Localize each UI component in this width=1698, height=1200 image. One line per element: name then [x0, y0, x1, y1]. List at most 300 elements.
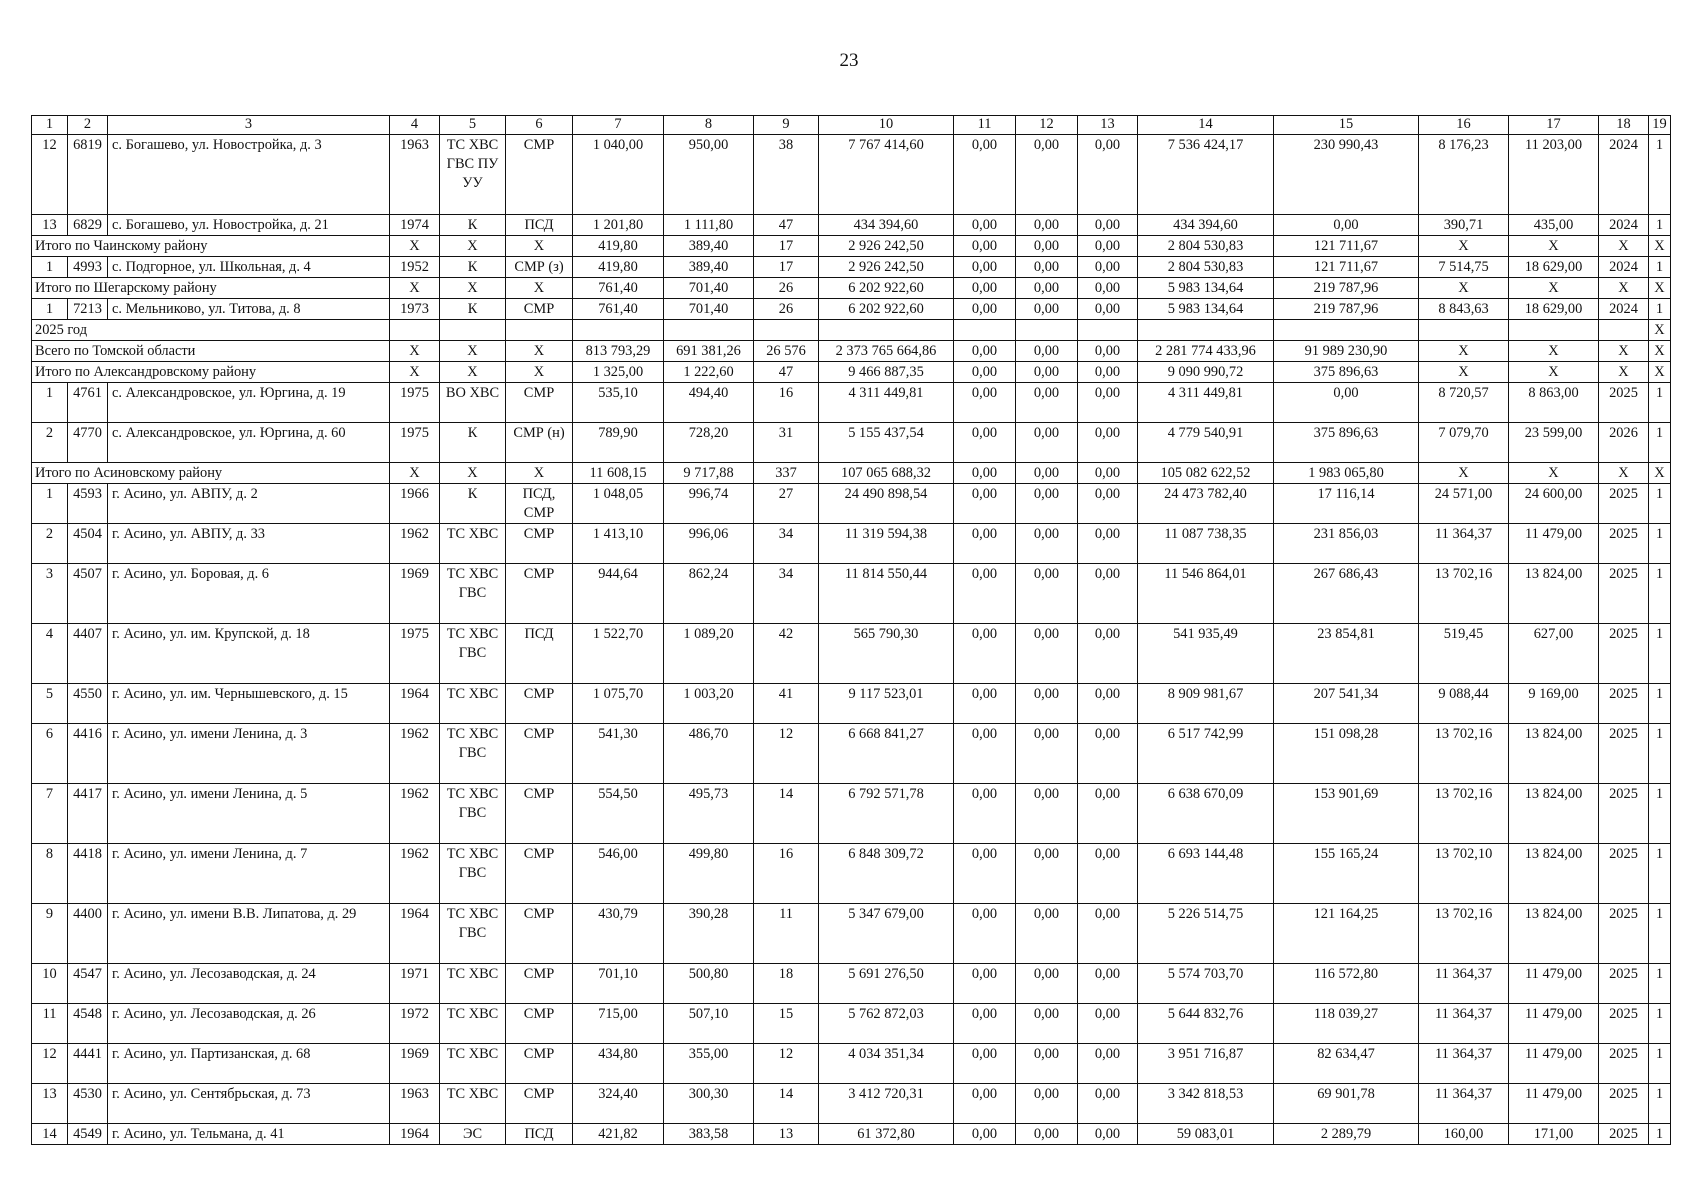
table-cell: 3 412 720,31 [819, 1084, 954, 1124]
table-row [32, 1004, 1671, 1044]
table-cell: 0,00 [1016, 844, 1078, 904]
table-cell: 862,24 [664, 564, 754, 624]
table-cell: 0,00 [1078, 423, 1138, 463]
table-cell: Х [506, 362, 573, 383]
table-row [32, 844, 1671, 904]
capital-repair-table [31, 115, 1671, 1145]
table-cell: 6 848 309,72 [819, 844, 954, 904]
table-cell: 0,00 [1016, 257, 1078, 278]
table-cell: 4507 [68, 564, 108, 624]
table-cell: 500,80 [664, 964, 754, 1004]
table-row [32, 724, 1671, 784]
table-cell: 1 111,80 [664, 215, 754, 236]
summary-row [32, 362, 1671, 383]
table-cell: 15 [754, 1004, 819, 1044]
table-cell: 0,00 [954, 684, 1016, 724]
table-cell: 4417 [68, 784, 108, 844]
summary-label-cell: Итого по Чаинскому району [32, 236, 390, 257]
address-cell: с. Богашево, ул. Новостройка, д. 21 [108, 215, 390, 236]
table-cell: 8 720,57 [1419, 383, 1509, 423]
table-cell: 0,00 [1078, 1044, 1138, 1084]
table-cell: 13 702,16 [1419, 564, 1509, 624]
table-cell: 6829 [68, 215, 108, 236]
column-number-cell: 11 [954, 116, 1016, 135]
table-cell: 5 226 514,75 [1138, 904, 1274, 964]
table-cell: 9 117 523,01 [819, 684, 954, 724]
table-cell: 0,00 [1016, 1084, 1078, 1124]
table-cell: 4993 [68, 257, 108, 278]
table-cell: 2 926 242,50 [819, 257, 954, 278]
table-cell: 3 951 716,87 [1138, 1044, 1274, 1084]
table-cell: 0,00 [1016, 278, 1078, 299]
table-cell: 12 [754, 1044, 819, 1084]
table-cell: 267 686,43 [1274, 564, 1419, 624]
table-cell: 4 779 540,91 [1138, 423, 1274, 463]
table-cell: 4550 [68, 684, 108, 724]
table-cell: 0,00 [1016, 1124, 1078, 1145]
table-cell: 701,40 [664, 278, 754, 299]
table-cell: 1 522,70 [573, 624, 664, 684]
table-cell: 0,00 [1078, 1004, 1138, 1044]
table-cell: 231 856,03 [1274, 524, 1419, 564]
table-row [32, 1084, 1671, 1124]
table-cell: 2025 [1599, 484, 1649, 524]
table-cell: 0,00 [954, 257, 1016, 278]
table-cell: 715,00 [573, 1004, 664, 1044]
table-cell: 1 325,00 [573, 362, 664, 383]
table-cell [1509, 320, 1599, 341]
table-cell: 82 634,47 [1274, 1044, 1419, 1084]
table-cell: 11 [32, 1004, 68, 1044]
table-row [32, 524, 1671, 564]
table-cell: 5 [32, 684, 68, 724]
table-cell: СМР [506, 724, 573, 784]
table-cell: 5 983 134,64 [1138, 299, 1274, 320]
table-cell: 16 [754, 844, 819, 904]
table-cell: 0,00 [1078, 1124, 1138, 1145]
table-cell: 13 [32, 1084, 68, 1124]
column-number-cell: 13 [1078, 116, 1138, 135]
table-cell: 11 364,37 [1419, 1004, 1509, 1044]
table-cell: Х [440, 362, 506, 383]
summary-row [32, 320, 1671, 341]
table-cell: 5 983 134,64 [1138, 278, 1274, 299]
table-cell: Х [390, 236, 440, 257]
table-cell: 4770 [68, 423, 108, 463]
table-cell: 0,00 [954, 784, 1016, 844]
address-cell: с. Александровское, ул. Юргина, д. 19 [108, 383, 390, 423]
table-cell: 0,00 [954, 1124, 1016, 1145]
table-cell: Х [1599, 278, 1649, 299]
table-cell: ТС ХВС ГВС [440, 564, 506, 624]
table-cell: 389,40 [664, 236, 754, 257]
table-cell: 950,00 [664, 135, 754, 215]
table-cell: 13 702,10 [1419, 844, 1509, 904]
table-cell: 2 804 530,83 [1138, 236, 1274, 257]
table-cell: 494,40 [664, 383, 754, 423]
table-cell: ЭС [440, 1124, 506, 1145]
column-number-cell: 18 [1599, 116, 1649, 135]
table-cell: 4 [32, 624, 68, 684]
table-cell: 4441 [68, 1044, 108, 1084]
table-cell: 2 [32, 423, 68, 463]
table-cell: 42 [754, 624, 819, 684]
table-cell: 4 311 449,81 [1138, 383, 1274, 423]
table-cell: 13 702,16 [1419, 784, 1509, 844]
table-cell: Х [1509, 463, 1599, 484]
table-cell: 0,00 [1078, 236, 1138, 257]
table-cell: 11 203,00 [1509, 135, 1599, 215]
table-cell: 2 804 530,83 [1138, 257, 1274, 278]
column-number-cell: 9 [754, 116, 819, 135]
table-cell: 4548 [68, 1004, 108, 1044]
table-cell: 2025 [1599, 964, 1649, 1004]
table-cell: 171,00 [1509, 1124, 1599, 1145]
table-cell: 24 490 898,54 [819, 484, 954, 524]
table-cell: 11 087 738,35 [1138, 524, 1274, 564]
table-cell: 0,00 [954, 383, 1016, 423]
table-cell: 11 319 594,38 [819, 524, 954, 564]
table-cell: Х [1649, 236, 1671, 257]
table-cell: 519,45 [1419, 624, 1509, 684]
table-cell: 2025 [1599, 564, 1649, 624]
table-row [32, 1044, 1671, 1084]
table-cell: 61 372,80 [819, 1124, 954, 1145]
table-cell: Х [1599, 236, 1649, 257]
table-cell: 1 201,80 [573, 215, 664, 236]
table-cell: 1 040,00 [573, 135, 664, 215]
table-cell: 13 824,00 [1509, 844, 1599, 904]
table-cell: 17 [754, 236, 819, 257]
table-cell: 1 [32, 484, 68, 524]
table-cell: 11 814 550,44 [819, 564, 954, 624]
table-cell: 0,00 [1016, 524, 1078, 564]
table-cell: 2024 [1599, 299, 1649, 320]
table-row [32, 299, 1671, 320]
table-row [32, 383, 1671, 423]
table-row [32, 1124, 1671, 1145]
table-cell: Х [1599, 362, 1649, 383]
table-cell: 0,00 [1078, 1084, 1138, 1124]
table-cell: 23 599,00 [1509, 423, 1599, 463]
table-cell: 507,10 [664, 1004, 754, 1044]
table-cell [440, 320, 506, 341]
table-cell: 1 [1649, 1124, 1671, 1145]
table-cell: 1 [32, 257, 68, 278]
table-cell: 5 762 872,03 [819, 1004, 954, 1044]
table-cell: 7 767 414,60 [819, 135, 954, 215]
table-cell: 6 638 670,09 [1138, 784, 1274, 844]
table-cell: 219 787,96 [1274, 299, 1419, 320]
table-cell: 1 [1649, 684, 1671, 724]
table-cell [664, 320, 754, 341]
table-cell: 12 [754, 724, 819, 784]
table-cell: 2026 [1599, 423, 1649, 463]
column-number-cell: 10 [819, 116, 954, 135]
table-cell: 0,00 [954, 1044, 1016, 1084]
table-cell: Х [506, 236, 573, 257]
table-cell: 0,00 [1016, 624, 1078, 684]
table-cell: 5 347 679,00 [819, 904, 954, 964]
table-cell: 0,00 [1016, 724, 1078, 784]
table-cell [573, 320, 664, 341]
table-cell: 121 711,67 [1274, 236, 1419, 257]
table-cell: 0,00 [1078, 278, 1138, 299]
table-cell: 1 413,10 [573, 524, 664, 564]
table-cell: 1 222,60 [664, 362, 754, 383]
table-cell: 24 473 782,40 [1138, 484, 1274, 524]
table-cell: 0,00 [1078, 463, 1138, 484]
table-cell: Х [1419, 341, 1509, 362]
table-cell: 0,00 [1016, 1004, 1078, 1044]
table-cell: 1 [1649, 1044, 1671, 1084]
address-cell: г. Асино, ул. Лесозаводская, д. 24 [108, 964, 390, 1004]
table-cell: 4504 [68, 524, 108, 564]
table-cell: Х [390, 362, 440, 383]
table-cell: 0,00 [1016, 784, 1078, 844]
table-cell: 69 901,78 [1274, 1084, 1419, 1124]
table-cell: 11 479,00 [1509, 1004, 1599, 1044]
table-cell: 389,40 [664, 257, 754, 278]
table-cell: 1 [1649, 904, 1671, 964]
table-cell: 1973 [390, 299, 440, 320]
table-cell: 0,00 [954, 299, 1016, 320]
table-cell: 0,00 [1016, 362, 1078, 383]
table-cell: 1964 [390, 684, 440, 724]
table-cell: СМР (з) [506, 257, 573, 278]
table-cell: 0,00 [954, 964, 1016, 1004]
table-cell: 116 572,80 [1274, 964, 1419, 1004]
column-number-cell: 8 [664, 116, 754, 135]
table-cell: 1 [1649, 844, 1671, 904]
table-row [32, 135, 1671, 215]
address-cell: г. Асино, ул. имени Ленина, д. 3 [108, 724, 390, 784]
table-cell: 0,00 [1078, 299, 1138, 320]
table-cell: Х [1509, 362, 1599, 383]
table-cell: 24 571,00 [1419, 484, 1509, 524]
table-cell: 2 289,79 [1274, 1124, 1419, 1145]
table-cell: 11 479,00 [1509, 524, 1599, 564]
table-cell: 34 [754, 564, 819, 624]
table-cell: Х [1509, 341, 1599, 362]
table-cell: 1975 [390, 383, 440, 423]
column-number-cell: 7 [573, 116, 664, 135]
table-cell: СМР [506, 964, 573, 1004]
table-cell: 31 [754, 423, 819, 463]
table-cell: 565 790,30 [819, 624, 954, 684]
page-number: 23 [839, 50, 859, 71]
table-cell: 13 [32, 215, 68, 236]
address-cell: г. Асино, ул. имени В.В. Липатова, д. 29 [108, 904, 390, 964]
table-cell: Х [440, 236, 506, 257]
table-cell: 7 [32, 784, 68, 844]
table-cell: 383,58 [664, 1124, 754, 1145]
address-cell: г. Асино, ул. имени Ленина, д. 7 [108, 844, 390, 904]
table-cell [1078, 320, 1138, 341]
table-cell: 2025 [1599, 1084, 1649, 1124]
table-cell: 16 [754, 383, 819, 423]
table-cell: 390,28 [664, 904, 754, 964]
table-cell: СМР [506, 524, 573, 564]
summary-label-cell: Итого по Александровскому району [32, 362, 390, 383]
table-cell: СМР [506, 383, 573, 423]
table-cell: СМР [506, 135, 573, 215]
table-cell: 813 793,29 [573, 341, 664, 362]
table-cell: 0,00 [954, 278, 1016, 299]
address-cell: с. Мельниково, ул. Титова, д. 8 [108, 299, 390, 320]
table-cell: 0,00 [1016, 383, 1078, 423]
column-number-cell: 6 [506, 116, 573, 135]
table-cell: СМР [506, 1004, 573, 1044]
table-cell: 4407 [68, 624, 108, 684]
table-cell: ТС ХВС [440, 1004, 506, 1044]
table-row [32, 423, 1671, 463]
table-cell: 121 711,67 [1274, 257, 1419, 278]
table-cell: 13 702,16 [1419, 904, 1509, 964]
table-cell [1419, 320, 1509, 341]
table-cell: 7 079,70 [1419, 423, 1509, 463]
table-cell: 26 576 [754, 341, 819, 362]
table-cell: СМР [506, 299, 573, 320]
table-cell: 153 901,69 [1274, 784, 1419, 844]
table-cell: 1 983 065,80 [1274, 463, 1419, 484]
table-cell: 1 [1649, 383, 1671, 423]
table-cell: 0,00 [1016, 463, 1078, 484]
table-cell: 1 [1649, 564, 1671, 624]
table-cell: 2025 [1599, 1004, 1649, 1044]
table-cell: 1 [1649, 299, 1671, 320]
table-cell: 2025 [1599, 844, 1649, 904]
table-cell: 1 [1649, 624, 1671, 684]
table-cell: 219 787,96 [1274, 278, 1419, 299]
table-cell: 9 717,88 [664, 463, 754, 484]
table-cell: 1 [1649, 484, 1671, 524]
table-cell: 2025 [1599, 1124, 1649, 1145]
table-cell: 18 629,00 [1509, 257, 1599, 278]
table-cell: 4761 [68, 383, 108, 423]
table-cell: 2025 [1599, 383, 1649, 423]
table-cell: 2025 [1599, 684, 1649, 724]
table-cell: 0,00 [954, 463, 1016, 484]
table-cell: Х [440, 278, 506, 299]
table-cell: Х [1419, 278, 1509, 299]
table-cell: Х [506, 278, 573, 299]
table-cell: 26 [754, 278, 819, 299]
table-cell: 160,00 [1419, 1124, 1509, 1145]
table-cell: 0,00 [954, 484, 1016, 524]
column-number-cell: 14 [1138, 116, 1274, 135]
table-cell: 8 176,23 [1419, 135, 1509, 215]
address-cell: г. Асино, ул. АВПУ, д. 2 [108, 484, 390, 524]
table-cell: Х [1509, 236, 1599, 257]
table-row [32, 257, 1671, 278]
address-cell: г. Асино, ул. имени Ленина, д. 5 [108, 784, 390, 844]
column-number-cell: 5 [440, 116, 506, 135]
table-cell: 2024 [1599, 135, 1649, 215]
table-cell: 26 [754, 299, 819, 320]
table-cell: Х [1649, 341, 1671, 362]
table-cell: 944,64 [573, 564, 664, 624]
table-cell: 1962 [390, 524, 440, 564]
table-cell: 4530 [68, 1084, 108, 1124]
table-cell: 0,00 [1016, 964, 1078, 1004]
table-cell: 2 281 774 433,96 [1138, 341, 1274, 362]
table-cell: СМР [506, 1044, 573, 1084]
table-cell: 486,70 [664, 724, 754, 784]
table-row [32, 784, 1671, 844]
table-cell: 5 691 276,50 [819, 964, 954, 1004]
table-cell: ВО ХВС [440, 383, 506, 423]
table-cell: 6 517 742,99 [1138, 724, 1274, 784]
table-cell: 0,00 [954, 236, 1016, 257]
table-cell: ПСД, СМР [506, 484, 573, 524]
table-cell: 121 164,25 [1274, 904, 1419, 964]
table-cell: 0,00 [1078, 257, 1138, 278]
table-cell: 59 083,01 [1138, 1124, 1274, 1145]
table-cell: 0,00 [954, 564, 1016, 624]
table-cell: Х [1419, 236, 1509, 257]
address-cell: г. Асино, ул. им. Крупской, д. 18 [108, 624, 390, 684]
table-cell: 1969 [390, 564, 440, 624]
table-cell: 0,00 [954, 524, 1016, 564]
table-cell: 1 [1649, 524, 1671, 564]
table-cell: 18 629,00 [1509, 299, 1599, 320]
table-cell: 118 039,27 [1274, 1004, 1419, 1044]
table-cell: 1 075,70 [573, 684, 664, 724]
column-number-cell: 4 [390, 116, 440, 135]
table-cell: 6 202 922,60 [819, 278, 954, 299]
table-cell: Х [506, 341, 573, 362]
table-cell: Х [390, 463, 440, 484]
table-row [32, 484, 1671, 524]
table-cell: 761,40 [573, 278, 664, 299]
table-cell: 9 169,00 [1509, 684, 1599, 724]
table-cell: 2025 [1599, 784, 1649, 844]
table-cell: 0,00 [954, 904, 1016, 964]
table-cell: ТС ХВС ГВС [440, 844, 506, 904]
table-cell: 4549 [68, 1124, 108, 1145]
table-cell: 1 [1649, 964, 1671, 1004]
table-cell: 1962 [390, 784, 440, 844]
summary-label-cell: 2025 год [32, 320, 390, 341]
table-cell: 13 [754, 1124, 819, 1145]
table-cell: 434 394,60 [1138, 215, 1274, 236]
table-cell: 6 668 841,27 [819, 724, 954, 784]
address-cell: с. Александровское, ул. Юргина, д. 60 [108, 423, 390, 463]
table-cell: СМР [506, 784, 573, 844]
table-cell: 300,30 [664, 1084, 754, 1124]
table-cell: 0,00 [954, 362, 1016, 383]
table-cell: СМР [506, 1084, 573, 1124]
table-cell: 11 364,37 [1419, 524, 1509, 564]
table-cell: 1966 [390, 484, 440, 524]
table-cell: 0,00 [1078, 341, 1138, 362]
table-cell: Х [390, 341, 440, 362]
table-cell: 691 381,26 [664, 341, 754, 362]
table-cell: 4416 [68, 724, 108, 784]
table-cell: 789,90 [573, 423, 664, 463]
table-cell: 23 854,81 [1274, 624, 1419, 684]
table-row [32, 624, 1671, 684]
table-cell: 41 [754, 684, 819, 724]
summary-row [32, 278, 1671, 299]
table-cell: 1969 [390, 1044, 440, 1084]
table-cell: 8 909 981,67 [1138, 684, 1274, 724]
table-cell: Х [1649, 278, 1671, 299]
table-cell: Х [1649, 320, 1671, 341]
table-cell: СМР (н) [506, 423, 573, 463]
column-number-cell: 3 [108, 116, 390, 135]
